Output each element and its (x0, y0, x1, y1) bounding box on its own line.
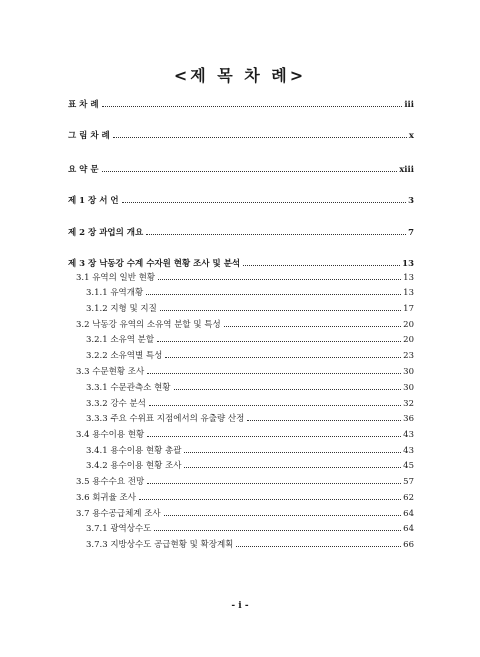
toc-entry-label: 3.1.1 유역개황 (86, 288, 144, 298)
toc-entry-3-4-1[interactable] (86, 442, 414, 456)
toc-entry-page: 66 (403, 540, 414, 550)
toc-entry-page: 57 (403, 477, 414, 487)
toc-entry-page: 13 (403, 288, 414, 298)
dot-leader (157, 341, 401, 342)
dot-leader (113, 137, 407, 138)
toc-entry-3-4-2[interactable] (86, 457, 414, 471)
toc-entry-page: 32 (403, 399, 414, 409)
toc-entry-page: 20 (403, 335, 414, 345)
toc-entry-3-5[interactable] (76, 473, 414, 487)
toc-entry-label: 3.1 유역의 일반 현황 (76, 273, 156, 283)
toc-entry-figures[interactable] (68, 127, 414, 141)
toc-entry-label: 3.3.2 강수 분석 (86, 399, 146, 409)
toc-entry-3-3-2[interactable] (86, 395, 414, 409)
toc-entry-label: 제 1 장 서 언 (68, 196, 119, 206)
toc-entry-label: 제 3 장 낙동강 수계 수자원 현황 조사 및 분석 (68, 259, 241, 269)
toc-entry-page: 45 (403, 461, 414, 471)
toc-entry-3-4[interactable] (76, 426, 414, 440)
dot-leader (184, 452, 401, 453)
toc-entry-label: 3.4 용수이용 현황 (76, 430, 145, 440)
toc-entry-3-3[interactable] (76, 363, 414, 377)
toc-entry-label: 3.2.2 소유역별 특성 (86, 351, 163, 361)
dot-leader (139, 499, 401, 500)
toc-entry-3-3-1[interactable] (86, 379, 414, 393)
toc-entry-label: 3.4.2 용수이용 현황 조사 (86, 461, 182, 471)
page-title: <제 목 차 례> (173, 66, 307, 85)
toc-entry-page: 30 (403, 383, 414, 393)
dot-leader (146, 234, 406, 235)
toc-entry-label: 제 2 장 과업의 개요 (68, 228, 144, 238)
toc-entry-page: 43 (403, 446, 414, 456)
toc-entry-label: 3.1.2 지형 및 지질 (86, 304, 157, 314)
dot-leader (165, 357, 401, 358)
dot-leader (147, 483, 401, 484)
dot-leader (174, 389, 402, 390)
toc-entry-label: 그 림 차 례 (68, 131, 110, 141)
dot-leader (243, 265, 400, 266)
toc-entry-3-2[interactable] (76, 316, 414, 330)
page-number: - i - (231, 601, 249, 611)
toc-entry-label: 3.7.1 광역상수도 (86, 524, 152, 534)
toc-entry-3-1[interactable] (76, 269, 414, 283)
dot-leader (164, 515, 402, 516)
dot-leader (160, 310, 401, 311)
dot-leader (154, 530, 401, 531)
toc-entry-page: xiii (399, 165, 414, 175)
dot-leader (122, 202, 406, 203)
toc-entry-label: 3.3.3 주요 수위표 지점에서의 유출량 산정 (86, 414, 245, 424)
toc-entry-page: 64 (403, 524, 414, 534)
toc-entry-3-7[interactable] (76, 505, 414, 519)
dot-leader (149, 405, 401, 406)
toc-entry-page: 17 (403, 304, 414, 314)
dot-leader (146, 294, 401, 295)
toc-entry-page: 13 (403, 273, 414, 283)
toc-entry-3-3-3[interactable] (86, 410, 414, 424)
dot-leader (224, 326, 401, 327)
toc-entry-label: 3.2 낙동강 유역의 소유역 분할 및 특성 (76, 320, 221, 330)
toc-entry-3-1-2[interactable] (86, 300, 414, 314)
toc-entry-page: 64 (403, 509, 414, 519)
toc-entry-page: 3 (408, 196, 414, 206)
dot-leader (147, 436, 401, 437)
toc-entry-page: x (408, 131, 414, 141)
toc-entry-page: 7 (408, 228, 414, 238)
dot-leader (184, 467, 401, 468)
toc-entry-page: iii (404, 100, 414, 110)
toc-entry-3-1-1[interactable] (86, 284, 414, 298)
toc-entry-label: 표 차 례 (68, 100, 99, 110)
dot-leader (247, 420, 401, 421)
dot-leader (236, 546, 401, 547)
toc-entry-label: 3.5 용수수요 전망 (76, 477, 145, 487)
toc-entry-page: 30 (403, 367, 414, 377)
toc-entry-3-2-1[interactable] (86, 331, 414, 345)
toc-entry-3-7-3[interactable] (86, 536, 414, 550)
toc-entry-label: 3.3.1 수문관측소 현황 (86, 383, 171, 393)
toc-entry-summary[interactable] (68, 161, 414, 175)
toc-entry-label: 3.7 용수공급체계 조사 (76, 509, 161, 519)
toc-entry-3-7-1[interactable] (86, 520, 414, 534)
toc-entry-page: 23 (403, 351, 414, 361)
toc-entry-page: 36 (403, 414, 414, 424)
toc-entry-label: 3.4.1 용수이용 현황 총괄 (86, 446, 182, 456)
toc-entry-chapter-1[interactable] (68, 192, 414, 206)
toc-entry-page: 62 (403, 493, 414, 503)
toc-entry-label: 3.3 수문현황 조사 (76, 367, 145, 377)
dot-leader (158, 279, 401, 280)
toc-entry-3-2-2[interactable] (86, 347, 414, 361)
toc-entry-page: 20 (403, 320, 414, 330)
dot-leader (102, 171, 398, 172)
dot-leader (147, 373, 401, 374)
toc-entry-chapter-2[interactable] (68, 224, 414, 238)
toc-entry-label: 3.7.3 지방상수도 공급현황 및 확장계획 (86, 540, 234, 550)
toc-entry-label: 요 약 문 (68, 165, 99, 175)
toc-entry-label: 3.2.1 소유역 분할 (86, 335, 155, 345)
toc-entry-tables[interactable] (68, 96, 414, 110)
toc-entry-page: 43 (403, 430, 414, 440)
dot-leader (102, 106, 403, 107)
toc-entry-chapter-3[interactable] (68, 255, 414, 269)
toc-entry-label: 3.6 회귀율 조사 (76, 493, 136, 503)
toc-entry-3-6[interactable] (76, 489, 414, 503)
toc-entry-page: 13 (402, 259, 414, 269)
